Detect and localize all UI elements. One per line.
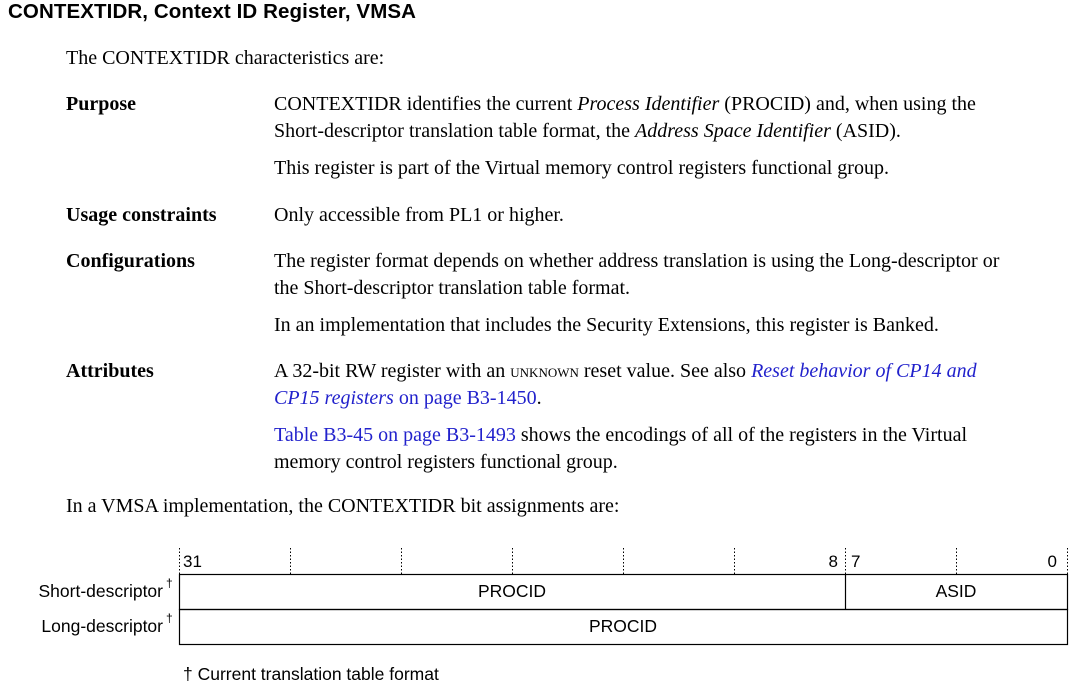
short-descriptor-label: Short-descriptor — [38, 581, 163, 601]
purpose-line-3: This register is part of the Virtual memory control registers functional group. — [274, 157, 889, 179]
purpose-line-1: CONTEXTIDR identifies the current Process Identifier (PROCID) and, when using the — [274, 93, 976, 115]
attributes-line-4: memory control registers functional group. — [274, 451, 618, 473]
bit-label-7: 7 — [851, 552, 861, 571]
purpose-line-2: Short-descriptor translation table format, the Address Space Identifier (ASID). — [274, 120, 901, 142]
short-dagger: † — [166, 576, 173, 590]
attributes-line-3: Table B3-45 on page B3-1493 shows the encodings of all of the registers in the Virtual — [274, 424, 968, 446]
configurations-line-2: the Short-descriptor translation table format. — [274, 277, 631, 299]
bit-assignments-intro: In a VMSA implementation, the CONTEXTIDR bit assignments are: — [66, 495, 620, 517]
intro-text: The CONTEXTIDR characteristics are: — [66, 47, 385, 69]
attributes-line-2: CP15 registers on page B3-1450. — [274, 387, 542, 409]
page-title: CONTEXTIDR, Context ID Register, VMSA — [8, 0, 417, 23]
configurations-line-1: The register format depends on whether address translation is using the Long-descriptor or — [274, 250, 1000, 272]
long-procid-field: PROCID — [588, 616, 658, 636]
bit-label-31: 31 — [183, 552, 202, 571]
long-dagger: † — [166, 611, 173, 625]
bit-ticks — [180, 548, 1068, 574]
short-procid-field: PROCID — [477, 581, 547, 601]
page-b3-1450-link[interactable]: on page B3-1450 — [393, 387, 537, 409]
configurations-line-3: In an implementation that includes the Security Extensions, this register is Banked. — [274, 314, 939, 336]
short-descriptor-row — [180, 575, 1068, 610]
purpose-label: Purpose — [66, 93, 136, 115]
usage-label: Usage constraints — [66, 204, 217, 226]
diagram-footnote: † Current translation table format — [183, 664, 439, 684]
table-b3-45-link[interactable]: Table B3-45 on page B3-1493 — [274, 424, 516, 446]
usage-text: Only accessible from PL1 or higher. — [274, 204, 564, 226]
attributes-line-1: A 32-bit RW register with an unknown reset value. See also Reset behavior of CP14 and — [274, 360, 977, 382]
unknown-small-caps: unknown — [510, 361, 579, 382]
configurations-label: Configurations — [66, 250, 195, 272]
reset-behavior-link[interactable]: Reset behavior of CP14 and — [751, 360, 977, 382]
bit-assignment-diagram — [0, 540, 1081, 693]
short-asid-field: ASID — [935, 581, 977, 601]
bit-label-8: 8 — [828, 552, 838, 571]
bit-label-0: 0 — [1047, 552, 1057, 571]
cp15-registers-link[interactable]: CP15 registers — [274, 387, 394, 409]
long-descriptor-label: Long-descriptor — [41, 616, 163, 636]
attributes-label: Attributes — [66, 360, 154, 382]
